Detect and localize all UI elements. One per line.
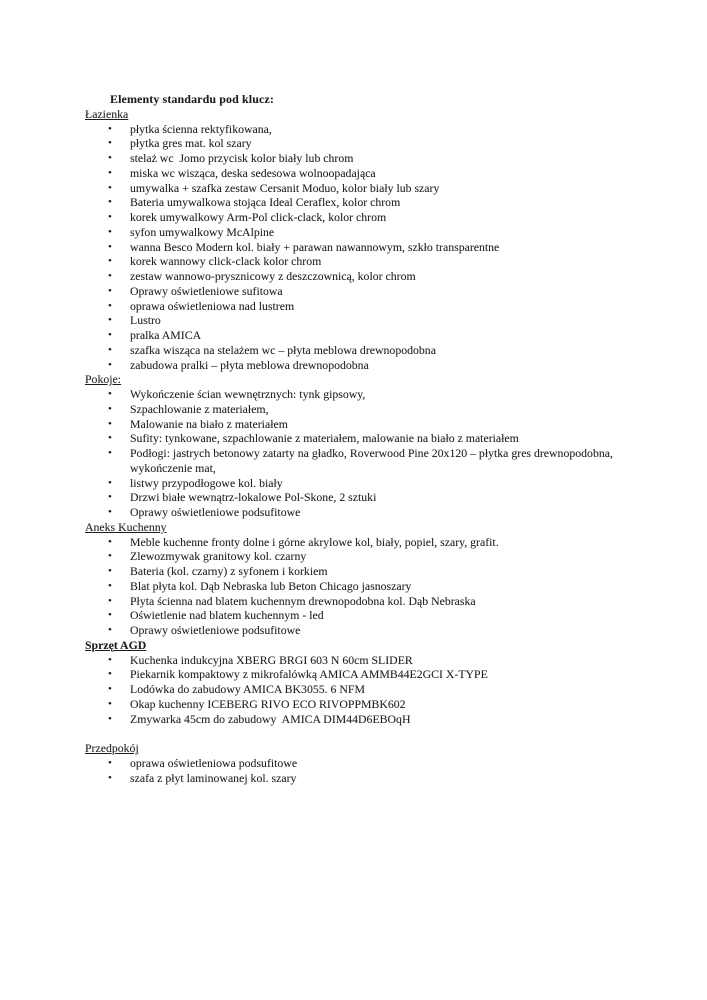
list-item [85, 254, 667, 269]
bullet-icon: • [108, 284, 112, 297]
list-item-text: szafa z płyt laminowanej kol. szary [130, 770, 297, 785]
list-item [85, 195, 667, 210]
document-title: Elementy standardu pod klucz: [110, 92, 274, 106]
list-item [85, 240, 667, 255]
bullet-icon: • [108, 343, 112, 356]
list-item [85, 667, 667, 682]
list-item-text: zabudowa pralki – płyta meblowa drewnopodobna [130, 357, 369, 372]
list-item-text: korek wannowy click-clack kolor chrom [130, 254, 322, 269]
section-heading: Łazienka [85, 106, 129, 121]
list-item-text: Płyta ścienna nad blatem kuchennym drewnopodobna kol. Dąb Nebraska [130, 593, 476, 608]
list-item [85, 535, 667, 550]
list-item-text: Lodówka do zabudowy AMICA BK3055. 6 NFM [130, 682, 365, 696]
list-item-text: zestaw wannowo-prysznicowy z deszczownicą, kolor chrom [130, 269, 416, 283]
list-item [85, 608, 667, 623]
bullet-list [85, 122, 667, 373]
list-item-text: Zmywarka 45cm do zabudowy AMICA DIM44D6EBOqH [130, 711, 411, 726]
bullet-icon: • [108, 402, 112, 415]
document-body [85, 107, 667, 786]
list-item-text: stelaż wc Jomo przycisk kolor biały lub chrom [130, 151, 354, 165]
section-heading: Pokoje: [85, 372, 122, 387]
bullet-icon: • [108, 697, 112, 710]
bullet-icon: • [108, 196, 112, 209]
list-item-text: Lustro [130, 313, 161, 328]
list-item [85, 549, 667, 564]
list-item-text: szafka wisząca na stelażem wc – płyta meblowa drewnopodobna [130, 342, 436, 357]
list-item-text: Malowanie na biało z materiałem [130, 416, 288, 431]
list-item-text: Sufity: tynkowane, szpachlowanie z materiałem, malowanie na biało z materiałem [130, 431, 519, 446]
bullet-icon: • [108, 240, 112, 253]
bullet-icon: • [108, 609, 112, 622]
list-item [85, 402, 667, 417]
list-item [85, 594, 667, 609]
section-heading: Aneks Kuchenny [85, 519, 167, 534]
list-item-text: wanna Besco Modern kol. biały + parawan nawannowym, szkło transparentne [130, 239, 500, 254]
bullet-icon: • [108, 299, 112, 312]
list-item [85, 358, 667, 373]
list-item-text: Zlewozmywak granitowy kol. czarny [130, 549, 307, 564]
list-item [85, 505, 667, 520]
bullet-icon: • [108, 771, 112, 784]
bullet-icon: • [108, 417, 112, 430]
list-item-text: Blat płyta kol. Dąb Nebraska lub Beton Chicago jasnoszary [130, 578, 412, 593]
list-item [85, 210, 667, 225]
list-item [85, 225, 667, 240]
bullet-list [85, 387, 667, 520]
bullet-icon: • [108, 211, 112, 223]
list-item [85, 682, 667, 697]
list-item-text: oprawa oświetleniowa podsufitowe [130, 755, 298, 770]
section-heading: Przedpokój [85, 741, 139, 755]
list-item-text: umywalka + szafka zestaw Cersanit Moduo, kolor biały lub szary [130, 180, 440, 195]
bullet-list [85, 756, 667, 786]
list-item-text: syfon umywalkowy McAlpine [130, 224, 275, 239]
list-item-text: Oprawy oświetleniowe sufitowa [130, 283, 283, 298]
bullet-list [85, 653, 667, 727]
bullet-icon: • [108, 756, 112, 769]
list-item-text: Kuchenka indukcyjna XBERG BRGI 603 N 60cm SLIDER [130, 652, 413, 667]
bullet-icon: • [108, 270, 112, 282]
list-item-text: korek umywalkowy Arm-Pol click-clack, kolor chrom [130, 210, 387, 224]
bullet-icon: • [108, 683, 112, 695]
bullet-icon: • [108, 255, 112, 268]
bullet-icon: • [108, 181, 112, 194]
list-item-text: Oprawy oświetleniowe podsufitowe [130, 505, 301, 519]
bullet-icon: • [108, 432, 112, 445]
list-item [85, 623, 667, 638]
section-heading: Sprzęt AGD [85, 637, 147, 652]
list-item-text: płytka gres mat. kol szary [130, 136, 252, 151]
bullet-icon: • [108, 122, 112, 135]
list-item [85, 284, 667, 299]
bullet-icon: • [108, 166, 112, 179]
list-item-text: oprawa oświetleniowa nad lustrem [130, 298, 295, 313]
list-item-text: Oprawy oświetleniowe podsufitowe [130, 623, 301, 637]
bullet-icon: • [108, 712, 112, 725]
list-item-text: Podłogi: jastrych betonowy zatarty na gładko, Roverwood Pine 20x120 – płytka gres drewnopodobna, wykończenie mat, [130, 446, 616, 475]
list-item-text: Wykończenie ścian wewnętrznych: tynk gipsowy, [130, 387, 366, 401]
list-item [85, 269, 667, 284]
bullet-icon: • [108, 225, 112, 238]
bullet-icon: • [108, 550, 112, 563]
list-item [85, 313, 667, 328]
list-item-text: Okap kuchenny ICEBERG RIVO ECO RIVOPPMBK602 [130, 696, 406, 711]
bullet-icon: • [108, 137, 112, 150]
list-item [85, 446, 667, 476]
list-item [85, 181, 667, 196]
list-item [85, 697, 667, 712]
bullet-icon: • [108, 535, 112, 548]
list-item [85, 756, 667, 771]
list-item-text: miska wc wisząca, deska sedesowa wolnoopadająca [130, 165, 376, 180]
list-item [85, 151, 667, 166]
list-item-text: Meble kuchenne fronty dolne i górne akrylowe kol, biały, popiel, szary, grafit. [130, 534, 499, 549]
bullet-icon: • [108, 476, 112, 489]
list-item-text: listwy przypodłogowe kol. biały [130, 475, 283, 490]
bullet-icon: • [108, 594, 112, 607]
bullet-icon: • [108, 668, 112, 681]
bullet-icon: • [108, 565, 112, 577]
bullet-icon: • [108, 447, 112, 459]
list-item [85, 771, 667, 786]
list-item [85, 712, 667, 727]
list-item-text: Bateria (kol. czarny) z syfonem i korkiem [130, 564, 328, 578]
list-item [85, 122, 667, 137]
list-item-text: Oświetlenie nad blatem kuchennym - led [130, 608, 324, 623]
list-item [85, 490, 667, 505]
list-item-text: Drzwi białe wewnątrz-lokalowe Pol-Skone, 2 sztuki [130, 490, 377, 505]
bullet-icon: • [108, 388, 112, 400]
bullet-icon: • [108, 329, 112, 341]
list-item [85, 564, 667, 579]
list-item [85, 136, 667, 151]
list-item-text: Piekarnik kompaktowy z mikrofalówką AMICA AMMB44E2GCI X-TYPE [130, 667, 488, 682]
list-item-text: płytka ścienna rektyfikowana, [130, 121, 272, 136]
list-item [85, 431, 667, 446]
bullet-icon: • [108, 624, 112, 636]
bullet-icon: • [108, 358, 112, 371]
list-item-text: Bateria umywalkowa stojąca Ideal Ceraflex, kolor chrom [130, 195, 401, 210]
bullet-icon: • [108, 314, 112, 327]
bullet-icon: • [108, 491, 112, 504]
bullet-icon: • [108, 653, 112, 666]
list-item [85, 417, 667, 432]
list-item-text: Szpachlowanie z materiałem, [130, 401, 269, 416]
list-item [85, 328, 667, 343]
list-item-text: pralka AMICA [130, 328, 202, 342]
list-item [85, 476, 667, 491]
bullet-icon: • [108, 152, 112, 164]
list-item [85, 653, 667, 668]
bullet-icon: • [108, 506, 112, 518]
bullet-list [85, 535, 667, 638]
list-item [85, 343, 667, 358]
list-item [85, 166, 667, 181]
list-item [85, 579, 667, 594]
list-item [85, 299, 667, 314]
bullet-icon: • [108, 579, 112, 592]
list-item [85, 387, 667, 402]
